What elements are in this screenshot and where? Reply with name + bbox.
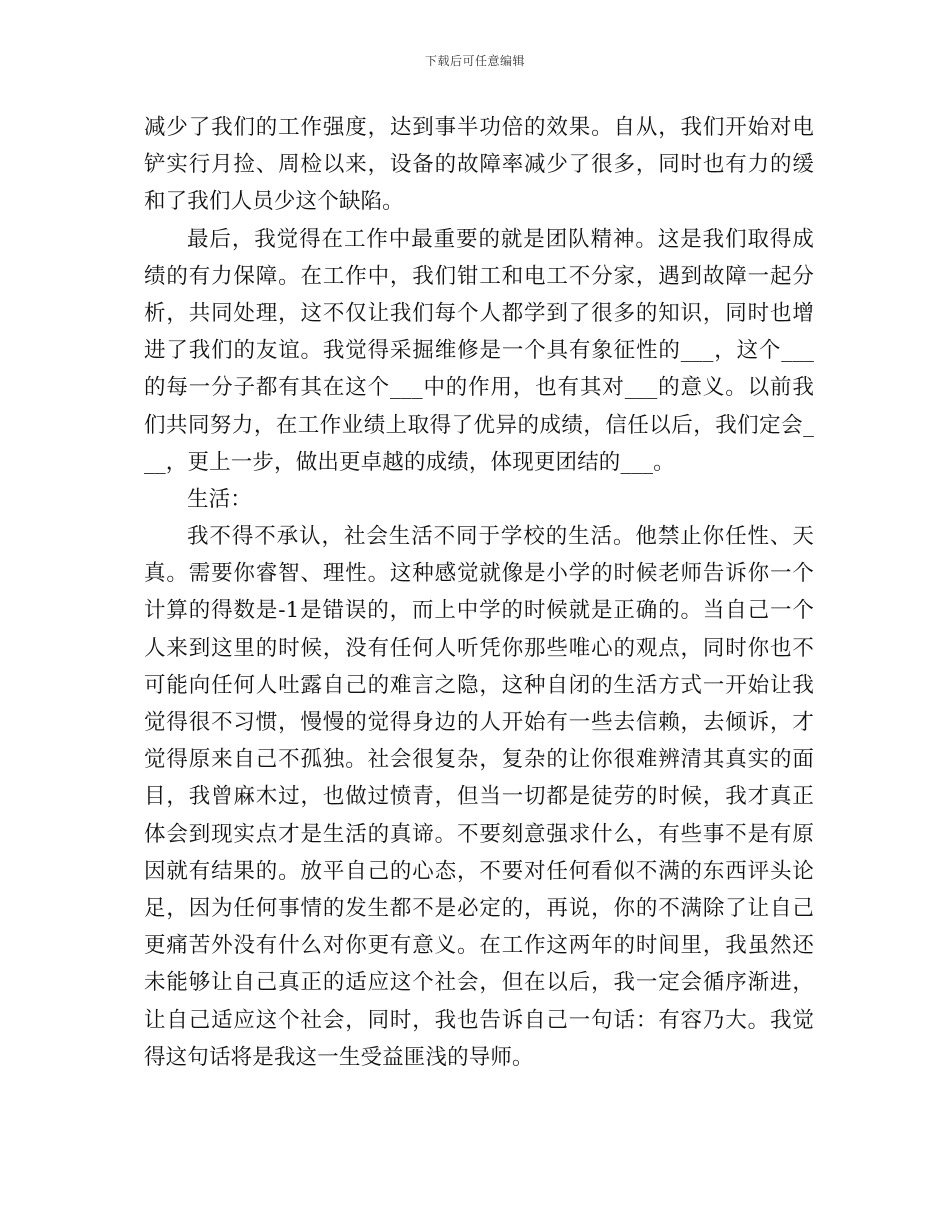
text-line: __，更上一步，做出更卓越的成绩，体现更团结的___。 [144, 449, 675, 475]
document-body [144, 109, 814, 1076]
text-line: 目，我曾麻木过，也做过愤青，但当一切都是徒劳的时候，我才真正 [144, 784, 814, 810]
text-line: 人来到这里的时候，没有任何人听凭你那些唯心的观点，同时你也不 [144, 635, 814, 661]
page-header: 下载后可任意编辑 [424, 54, 525, 68]
text-line: 真。需要你睿智、理性。这种感觉就像是小学的时候老师告诉你一个 [144, 561, 814, 587]
text-line: 足，因为任何事情的发生都不是必定的，再说，你的不满除了让自己 [144, 895, 814, 921]
text-line: 让自己适应这个社会，同时，我也告诉自己一句话：有容乃大。我觉 [144, 1007, 814, 1033]
text-line: 我不得不承认，社会生活不同于学校的生活。他禁止你任性、天 [187, 524, 814, 550]
text-line: 未能够让自己真正的适应这个社会，但在以后，我一定会循序渐进， [144, 970, 814, 996]
text-line: 绩的有力保障。在工作中，我们钳工和电工不分家，遇到故障一起分 [144, 263, 814, 289]
text-line: 得这句话将是我这一生受益匪浅的导师。 [144, 1044, 534, 1070]
text-line: 进了我们的友谊。我觉得采掘维修是一个具有象征性的___，这个___ [144, 338, 814, 364]
text-line: 觉得很不习惯，慢慢的觉得身边的人开始有一些去信赖，去倾诉，才 [144, 710, 814, 735]
text-line: 减少了我们的工作强度，达到事半功倍的效果。自从，我们开始对电 [144, 115, 814, 140]
text-line: 觉得原来自己不孤独。社会很复杂，复杂的让你很难辨清其真实的面 [144, 747, 814, 773]
text-line: 体会到现实点才是生活的真谛。不要刻意强求什么，有些事不是有原 [144, 821, 814, 847]
text-line: 最后，我觉得在工作中最重要的就是团队精神。这是我们取得成 [187, 226, 814, 252]
text-line: 可能向任何人吐露自己的难言之隐，这种自闭的生活方式一开始让我 [144, 672, 814, 698]
text-line: 和了我们人员少这个缺陷。 [144, 189, 404, 215]
text-line: 们共同努力，在工作业绩上取得了优异的成绩，信任以后，我们定会_ [144, 412, 814, 438]
text-line: 更痛苦外没有什么对你更有意义。在工作这两年的时间里，我虽然还 [144, 933, 814, 959]
text-line: 因就有结果的。放平自己的心态，不要对任何看似不满的东西评头论 [144, 858, 814, 884]
text-line: 生活： [187, 486, 252, 512]
text-line: 铲实行月捡、周检以来，设备的故障率减少了很多，同时也有力的缓 [144, 152, 814, 178]
text-line: 析，共同处理，这不仅让我们每个人都学到了很多的知识，同时也增 [144, 300, 814, 326]
text-line: 的每一分子都有其在这个___中的作用，也有其对___的意义。以前我 [144, 375, 814, 401]
text-line: 计算的得数是-1是错误的，而上中学的时候就是正确的。当自己一个 [144, 598, 814, 624]
